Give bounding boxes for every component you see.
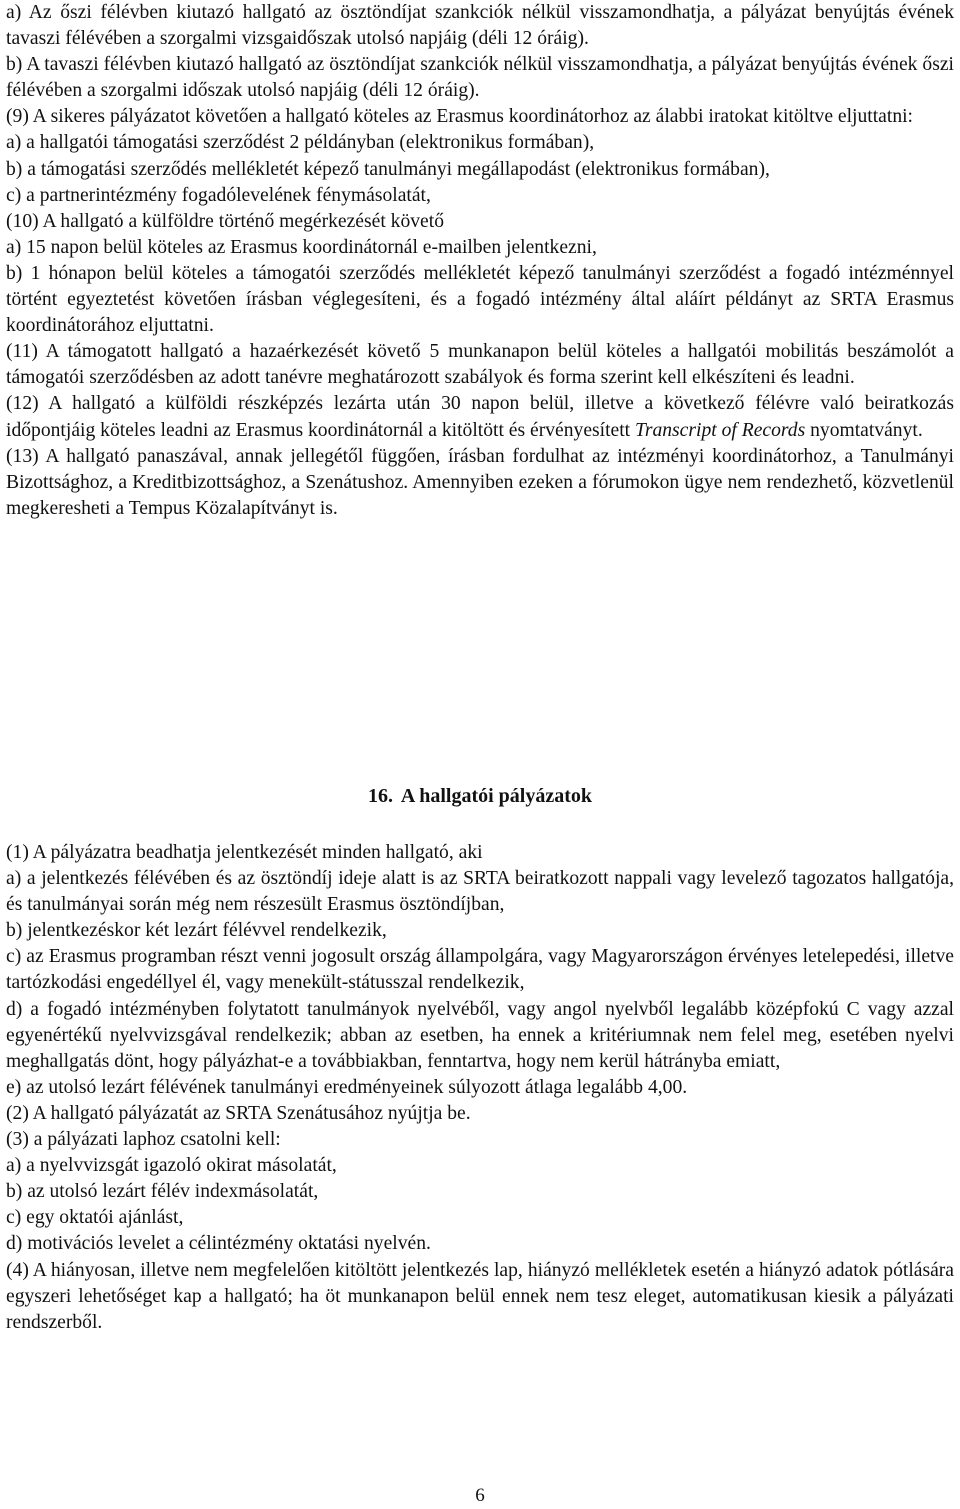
paragraph-withdrawal-autumn: a) Az őszi félévben kiutazó hallgató az ösztöndíjat szankciók nélkül visszamondhatja, a pályázat benyújtás évének tavaszi félévében a szorgalmi vizsgaidőszak utolsó napjáig (déli 12 óráig). [6, 2, 954, 50]
section-number: 16. [367, 785, 393, 807]
paragraph-9a: a) a hallgatói támogatási szerződést 2 példányban (elektronikus formában), [6, 132, 595, 154]
paragraph-12-text: (12) A hallgató a külföldi részképzés lezárta után 30 napon belül, illetve a következő félévre való beiratkozás időpontjáig köteles leadni az Erasmus koordinátornál a kitöltött és érvényesített [6, 393, 954, 441]
paragraph-s16-1a: a) a jelentkezés félévében és az ösztöndíj ideje alatt is az SRTA beiratkozott nappali vagy levelező tagozatos hallgatója, és tanulmányai során még nem részesült Erasmus ösztöndíjban, [6, 868, 954, 916]
paragraph-9-documents: (9) A sikeres pályázatot követően a hallgató köteles az Erasmus koordinátorhoz az álabbi iratokat kitöltve eljuttatni: [6, 106, 914, 128]
transcript-of-records: Transcript of Records [635, 419, 806, 441]
section-heading [0, 782, 960, 810]
paragraph-s16-3b: b) az utolsó lezárt félév indexmásolatát, [6, 1181, 319, 1203]
paragraph-s16-3: (3) a pályázati laphoz csatolni kell: [6, 1129, 281, 1151]
paragraph-s16-1e: e) az utolsó lezárt félévének tanulmányi eredményeinek súlyozott átlaga legalább 4,00. [6, 1076, 688, 1098]
paragraph-10b: b) 1 hónapon belül köteles a támogatói szerződés mellékletét képező tanulmányi szerződést a fogadó intézménnyel történt egyeztetést követően írásban véglegesíteni, és a fogadó intézmény által aláírt példányt az SRTA Erasmus koordinátorához eljuttatni. [6, 262, 954, 337]
paragraph-s16-3c: c) egy oktatói ajánlást, [6, 1207, 184, 1229]
body-text-block-1 [6, 0, 954, 522]
paragraph-s16-4: (4) A hiányosan, illetve nem megfelelően kitöltött jelentkezés lap, hiányzó mellékletek esetén a hiányzó adatok pótlására egyszeri lehetőséget kap a hallgató; ha öt munkanapon belül ennek nem tesz eleget, automatikusan kiesik a pályázati rendszerből. [6, 1259, 954, 1333]
paragraph-12-end: nyomtatványt. [805, 419, 923, 441]
paragraph-withdrawal-spring: b) A tavaszi félévben kiutazó hallgató az ösztöndíjat szankciók nélkül visszamondhatja, a pályázat benyújtás évének őszi félévében a szorgalmi időszak utolsó napjáig (déli 12 óráig). [6, 54, 954, 102]
body-text-block-2 [6, 840, 954, 1336]
section-title: A hallgatói pályázatok [400, 785, 593, 807]
paragraph-s16-2: (2) A hallgató pályázatát az SRTA Szenátusához nyújtja be. [6, 1102, 471, 1124]
paragraph-11: (11) A támogatott hallgató a hazaérkezését követő 5 munkanapon belül köteles a hallgatói mobilitás beszámolót a támogatói szerződésben az adott tanévre meghatározott szabályok és forma szerint kell elkészíteni és leadni. [6, 341, 954, 389]
paragraph-s16-1: (1) A pályázatra beadhatja jelentkezését minden hallgató, aki [6, 842, 483, 863]
paragraph-9c: c) a partnerintézmény fogadólevelének fénymásolatát, [6, 184, 431, 206]
paragraph-s16-1d: d) a fogadó intézményben folytatott tanulmányok nyelvéből, vagy angol nyelvből legalább középfokú C vagy azzal egyenértékű nyelvvizsgával rendelkezik; abban az esetben, ha ennek a kritériumnak nem felel meg, esetében nyelvi meghallgatás dönt, hogy pályázhat-e a továbbiakban, fenntartva, hogy nem kerül hátrányba emiatt, [6, 998, 954, 1072]
paragraph-10a: a) 15 napon belül köteles az Erasmus koordinátornál e-mailben jelentkezni, [6, 236, 597, 258]
page-number: 6 [475, 1485, 485, 1506]
paragraph-s16-1c: c) az Erasmus programban részt venni jogosult ország állampolgára, vagy Magyarországon érvényes letelepedési, illetve tartózkodási engedéllyel él, vagy menekült-státusszal rendelkezik, [6, 946, 954, 994]
paragraph-s16-3a: a) a nyelvvizsgát igazoló okirat másolatát, [6, 1155, 337, 1177]
paragraph-9b: b) a támogatási szerződés mellékletét képező tanulmányi megállapodást (elektronikus formában), [6, 158, 770, 180]
paragraph-s16-1b: b) jelentkezéskor két lezárt félévvel rendelkezik, [6, 920, 387, 942]
paragraph-10: (10) A hallgató a külföldre történő megérkezését követő [6, 210, 444, 232]
paragraph-13: (13) A hallgató panaszával, annak jellegétől függően, írásban fordulhat az intézményi koordinátorhoz, a Tanulmányi Bizottsághoz, a Kreditbizottsághoz, a Szenátushoz. Amennyiben ezeken a fórumokon ügye nem rendezhető, közvetlenül megkeresheti a Tempus Közalapítványt is. [6, 445, 954, 519]
paragraph-s16-3d: d) motivációs levelet a célintézmény oktatási nyelvén. [6, 1233, 431, 1255]
paragraph-12 [6, 391, 954, 443]
